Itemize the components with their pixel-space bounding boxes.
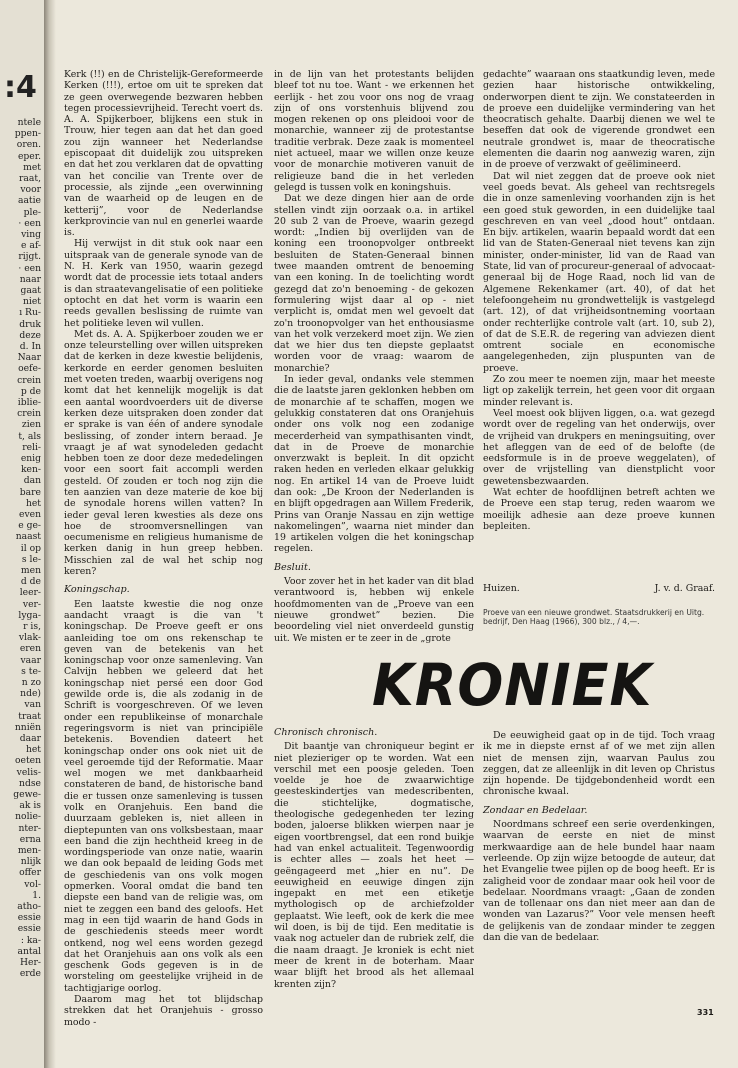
signature-place: Huizen. — [483, 583, 520, 594]
paragraph: Veel moest ook blijven liggen, o.a. wat gezegd wordt over de regeling van het onderwijs, over de vrijheid van drukpers en meningsuiting, over het afleggen van de eed of de belofte (de eedsformule is in de proeve weggelaten), of over de vrijstelling van dienstplicht voor gewetensbezwaarden. — [483, 407, 715, 487]
footnote: Proeve van een nieuwe grondwet. Staatsdrukkerij en Uitg. bedrijf, Den Haag (1966), 300 blz., / 4,—. — [483, 608, 705, 627]
column-3 — [483, 69, 715, 589]
left-page-fragment: naar — [19, 273, 41, 285]
left-page-fragment: 1. — [32, 889, 41, 901]
kroniek-heading: KRONIEK — [372, 650, 653, 719]
left-page-fragment: oeten — [14, 755, 41, 767]
left-page-fragment: crein — [17, 408, 41, 420]
left-page-fragment: s te- — [21, 665, 41, 677]
left-page-fragment: van — [24, 699, 41, 711]
left-page-fragment: ple- — [23, 206, 41, 218]
paragraph: De eeuwigheid gaat op in de tijd. Toch vraag ik me in diepste ernst af of we met zijn allen niet de mensen zijn, waarvan Paulus zou zeggen, dat ze alleenlijk in dit leven op Christus zijn hopende. De tijdgebondenheid wordt een chronische kwaal. — [483, 730, 715, 798]
paragraph: gedachte” waaraan ons staatkundig leven, mede gezien haar historische ontwikkeling, onderworpen dient te zijn. We constateerden in de proeve een duidelijke vermindering van het theocratisch gehalte. Daarbij dienen we wel te beseffen dat ook de vigerende grondwet een neutrale grondwet is, maar de theocratische elementen die daarin nog aanwezig waren, zijn in de proeve of verzwakt of geëlimineerd. — [483, 69, 715, 171]
left-page-fragment: nde) — [20, 688, 41, 700]
section-heading: Zondaar en Bedelaar. — [483, 804, 588, 816]
left-page-fragment: eper. — [17, 150, 41, 162]
left-page-fragment: druk — [19, 318, 41, 330]
paragraph: Een laatste kwestie die nog onze aandacht vraagt is die van 't koningschap. De Proeve geeft er ons aanleiding toe om ons rekenschap te geven van de betekenis van het koningschap voor onze samenleving. Van Calvijn hebben we geleerd dat het koningschap niet persé een door God gewilde orde is, die als zodanig in de Schrift is voorgeschreven. Of we leven onder een republikeinse of monarchale regeringsvorm is niet van principiële betekenis. Bovendien dateert het koningschap onder ons ook niet uit de veel geroemde tijd der Reformatie. Maar wel mogen we met dankbaarheid constateren de band, de historische band die er tussen onze samenleving is tussen volk en Oranjehuis. Een band die duurzaam gebleken is, niet alleen in dieptepunten van ons volksbestaan, maar een band die zijn hechtheid kreeg in de wordingsperiode van onze natie, waarin we dan ook bepaald de leiding Gods met de geschiedenis van ons volk mogen opmerken. Vooral omdat die band ten diepste een band van de religie was, om niet te zeggen een band des geloofs. Het mag in een tijd waarin de hand Gods in de geschiedenis steeds meer wordt ontkend, nog wel eens worden gezegd dat het Oranjehuis aan ons volk als een geschenk Gods gegeven is in de worsteling om geestelijke vrijheid in de tachtigjarige oorlog. — [64, 598, 263, 994]
left-page-fragment: ken- — [20, 464, 41, 476]
left-page-fragment: dan — [23, 475, 41, 487]
page-number: 331 — [697, 1008, 714, 1017]
left-page-fragment: ving — [21, 229, 41, 240]
left-page-fragment: ver- — [22, 598, 41, 610]
paragraph: Dat we deze dingen hier aan de orde stellen vindt zijn oorzaak o.a. in artikel 20 sub 2 van de Proeve, waarin gezegd wordt: „Indien bij overlijden van de koning een troonopvolger ontbreekt besluiten de Staten-Generaal binnen twee maanden omtrent de benoeming van een koning. In de toelichting wordt gezegd dat zo'n benoeming - de gekozen formulering wijst daar al op - niet verplicht is, omdat men wel gevoelt dat zo'n troonopvolger van het enthousiasme van het volk verzekerd moet zijn. We zien dat we hier dus ten diepste geplaatst worden voor de vraag: waarom de monarchie? — [274, 193, 474, 374]
left-page-fragment: oren. — [16, 139, 41, 151]
left-page-fragment: naast — [15, 531, 41, 543]
left-page-fragment: reli- — [22, 441, 41, 453]
paragraph: Daarom mag het tot blijdschap strekken dat het Oranjehuis - grosso modo - — [64, 994, 263, 1028]
left-page-fragment: men- — [17, 845, 41, 856]
left-page-number: :4 — [4, 70, 37, 105]
column-2-kroniek — [274, 720, 474, 1020]
column-2 — [274, 69, 474, 644]
left-page-fragment: essie — [17, 912, 41, 924]
paragraph: Wat echter de hoofdlijnen betreft achten we de Proeve een stap terug, reden waarom we moeilijk adhesie aan deze proeve kunnen bepleiten. — [483, 486, 715, 532]
section-heading: Koningschap. — [64, 584, 130, 596]
left-page-fragment: : ka- — [20, 934, 41, 946]
left-page-fragment: eren — [19, 643, 41, 655]
signature-author: J. v. d. Graaf. — [654, 583, 715, 594]
left-page-edge — [0, 0, 45, 1068]
paragraph: Kerk (!!) en de Christelijk-Gereformeerde Kerken (!!!), ertoe om uit te spreken dat ze geen overwegende bezwaren hebben tegen processievrijheid. Terecht voert ds. A. A. Spijkerboer, blijkens een stuk in Trouw, hier tegen aan dat het dan goed zou zijn wanneer het Nederlandse episcopaat dit duidelijk zou uitspreken en dat het zou verklaren dat de opvatting van het concilie van Trente over de processie, als zijnde „een overwinning van de waarheid op de leugen en de ketterij”, voor de Nederlandse kerkprovincie van nul en generlei waarde is. — [64, 69, 263, 239]
signature — [483, 583, 715, 594]
paragraph: Hij verwijst in dit stuk ook naar een uitspraak van de generale synode van de N. H. Kerk van 1950, waarin gezegd wordt dat de processie iets totaal anders is dan straatevangelisatie of een politieke optocht en dat het vorm is waarin een reeds gevallen beslissing de ruimte van het politieke leven wil vullen. — [64, 238, 263, 329]
left-page-fragment: leer- — [19, 587, 41, 599]
left-page-fragment: offer — [19, 867, 41, 879]
left-page-fragment: rijgt. — [18, 251, 41, 263]
left-page-fragment: nniën — [14, 721, 41, 733]
left-page-fragment: velis- — [16, 766, 41, 778]
left-page-fragment: deze — [19, 329, 41, 341]
left-page-fragment: · een — [18, 217, 41, 229]
left-page-fragment: ndse — [19, 777, 41, 789]
left-page-fragment: · een — [18, 262, 41, 274]
left-page-fragment: r is, — [23, 621, 41, 632]
left-page-fragment: crein — [17, 374, 41, 386]
left-page-fragment: even — [19, 509, 41, 520]
left-page-fragment: atho- — [17, 901, 41, 912]
left-page-fragment: t, als — [18, 430, 41, 442]
left-page-fragment: s le- — [21, 553, 41, 565]
left-page-fragment: ntele — [17, 117, 41, 128]
left-page-fragment: traat — [18, 710, 41, 722]
left-page-fragment: d de — [20, 576, 41, 588]
left-page-fragment: gaat — [20, 285, 41, 296]
left-page-fragment: ppen- — [14, 128, 41, 140]
left-page-fragment: iblie- — [17, 397, 41, 408]
left-page-fragment: ı Ru- — [19, 307, 41, 319]
left-page-fragment: oefe- — [18, 363, 41, 375]
left-page-fragment: e af- — [20, 240, 41, 252]
book-gutter — [44, 0, 56, 1068]
left-page-fragment: niet — [23, 296, 41, 308]
column-1 — [64, 69, 263, 1028]
left-page-fragment: men — [20, 565, 41, 576]
left-page-fragment: gewe- — [13, 789, 41, 800]
left-page-fragment: voor — [20, 184, 41, 196]
paragraph: Zo zou meer te noemen zijn, maar het meeste ligt op zakelijk terrein, het geen voor dit orgaan minder relevant is. — [483, 374, 715, 408]
left-page-fragment: essie — [17, 923, 41, 935]
left-page-fragment: met — [23, 161, 41, 173]
section-heading: Chronisch chronisch. — [274, 727, 378, 738]
paragraph: Dat wil niet zeggen dat de proeve ook niet veel goeds bevat. Als geheel van rechtsregels die in onze samenleving voorhanden zijn is het een goed stuk geworden, in een duidelijke taal geschreven en van veel „dood hout” ontdaan. En bijv. artikelen, waarin bepaald wordt dat een lid van de Staten-Generaal niet tevens kan zijn minister, onder-minister, lid van de Raad van State, lid van of procureur-generaal of advocaat-generaal bij de Hoge Raad, noch lid van de Algemene Rekenkamer (art. 40), of dat het telefoongeheim nu grondwettelijk is vastgelegd (art. 12), of dat vrijheidsontneming voortaan onder rechterlijke controle valt (art. 10, sub 2), of dat de S.E.R. de regering van adviezen dient omtrent sociale en economische aangelegenheden, zijn pluspunten van de proeve. — [483, 170, 715, 374]
left-page-fragment: aatie — [17, 195, 41, 207]
left-page-fragment: n zo — [21, 677, 41, 688]
left-page-fragment: e ge- — [18, 520, 41, 532]
left-page-fragment: nlijk — [20, 856, 41, 868]
left-page-fragment: d. In — [19, 341, 41, 352]
paragraph: Met ds. A. A. Spijkerboer zouden we er onze teleurstelling over willen uitspreken dat de kerken in deze kwestie belijdenis, kerkorde en eerder genomen besluiten met voeten treden, waarbij overigens nog komt dat het kennelijk mogelijk is dat een aantal woordvoerders uit de diverse kerken deze uitspraken doen zonder dat er sprake is van één of andere synodale beslissing, of zonder intern beraad. Je vraagt je af wat synodeleden gedacht hebben toen ze door deze mededelingen voor een soort fait accompli werden gesteld. Of zouden er toch nog zijn die ten aanzien van deze materie de koe bij de synodale horens willen vatten? In ieder geval leren kwesties als deze ons hoe de stroomversnellingen van oecumenisme en religieus humanisme de kerken danig in hun greep hebben. Misschien zal de wal het schip nog keren? — [64, 328, 263, 578]
paragraph: Dit baantje van chroniqueur begint er niet plezieriger op te worden. Wat een verschil met een poosje geleden. Toen voelde je hoe de zwaarwichtige geesteskindertjes van medescribenten, die stichtelijke, dogmatische, theologische gedegenheden ter lezing boden, jaloerse blikken wierpen naar je eigen voortbrengsel, dat een rond buikje had van enkel actualiteit. Tegenwoordig is echter alles — zoals het heet — geëngageerd met „hier en nu”. De eeuwigheid en eeuwige dingen zijn ingepakt en met een etiketje mythologisch op de archiefzolder geplaatst. Wie leeft, ook de kerk die mee wil doen, is bij de tijd. Een meditatie is vaak nog actueler dan de rubriek zelf, die die naam draagt. Je kroniek is echt niet meer de krent in de boterham. Maar waar blijft het brood als het allemaal krenten zijn? — [274, 741, 474, 990]
left-page-fragment: het — [25, 744, 41, 756]
left-page-fragment: p de — [20, 385, 41, 397]
paragraph: Noordmans schreef een serie overdenkingen, waarvan de eerste en niet de minst merkwaardige aan de hele bundel haar naam verleende. Op zijn wijze betoogde de auteur, dat het Evangelie twee pijlen op de boog heeft. Er is zaligheid voor de zondaar maar ook heil voor de bedelaar. Noordmans vraagt: „Gaan de zonden van de tollenaar ons dan niet meer aan dan de wonden van Lazarus?” Voor vele mensen heeft de gelijkenis van de zondaar minder te zeggen dan die van de bedelaar. — [483, 819, 715, 944]
left-page-fragment: erde — [19, 968, 41, 980]
paragraph: In ieder geval, ondanks vele stemmen die de laatste jaren geklonken hebben om de monarchie af te schaffen, mogen we gelukkig constateren dat ons Oranjehuis onder ons volk nog een zodanige mecerderheid van sympathisanten vindt, dat in de Proeve de monarchie onverzwakt is bepleit. In dit opzicht raken heden en verleden elkaar gelukkig nog. En artikel 14 van de Proeve luidt dan ook: „De Kroon der Nederlanden is en blijft opgedragen aan Willem Frederik, Prins van Oranje Nassau en zijn wettige nakomelingen”, waarna niet minder dan 19 artikelen volgen die het koningschap regelen. — [274, 374, 474, 555]
column-3-kroniek — [483, 730, 715, 1000]
left-page-fragment: antal — [17, 945, 41, 957]
left-page-fragment: bare — [19, 486, 41, 498]
left-page-fragment: ak is — [19, 800, 41, 812]
left-page-fragment: erna — [19, 833, 41, 845]
left-page-fragment: het — [25, 497, 41, 509]
left-page-fragment: nolie- — [15, 811, 41, 823]
left-page-fragment: nter- — [18, 822, 41, 834]
left-page-fragment: zien — [21, 419, 41, 431]
paragraph: Voor zover het in het kader van dit blad verantwoord is, hebben wij enkele hoofdmomenten van de „Proeve van een nieuwe grondwet” bezien. Die beoordeling viel niet onverdeeld gunstig uit. We misten er te zeer in de „grote — [274, 576, 474, 644]
left-page-fragment: raat, — [19, 173, 41, 184]
left-page-fragment: lyga- — [18, 609, 41, 621]
left-page-fragment: vlak- — [18, 632, 41, 644]
left-page-fragment: vaar — [20, 654, 41, 666]
left-page-fragment: il op — [20, 542, 41, 554]
left-page-fragment: vol- — [24, 878, 41, 890]
paragraph: in de lijn van het protestants belijden bleef tot nu toe. Want - we erkennen het eerlijk - het zou voor ons nog de vraag zijn of ons vorstenhuis blijvend zou mogen rekenen op ons pleidooi voor de monarchie, wanneer zij de protestantse traditie verbrak. Deze zaak is momenteel niet actueel, maar we willen onze keuze voor de monarchie motiveren vanuit de religieuze band die in het verleden gelegd is tussen volk en koningshuis. — [274, 69, 474, 193]
left-page-fragment: enig — [20, 453, 41, 464]
left-page-fragment: daar — [19, 733, 41, 744]
section-heading: Besluit. — [274, 561, 311, 573]
left-page-fragment: Naar — [17, 352, 41, 364]
left-page-fragment: Her- — [20, 957, 41, 968]
